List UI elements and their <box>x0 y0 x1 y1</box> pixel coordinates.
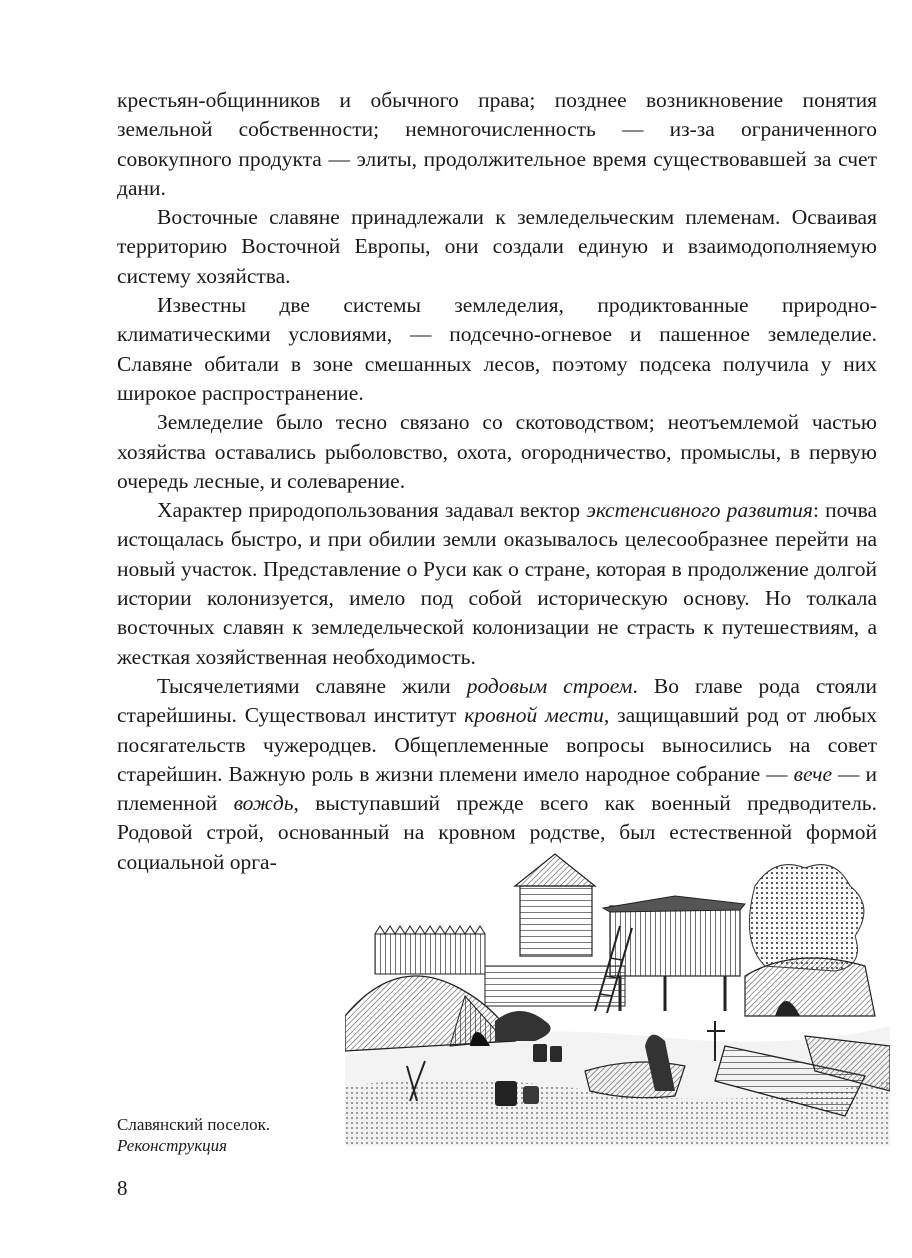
term-extensive-development: экстенсивного развития <box>586 498 813 523</box>
page-number: 8 <box>117 1176 128 1200</box>
paragraph-6: Тысячелетиями славяне жили родовым строем. Во главе рода стояли старейшины. Существовал институт кровной мести, защищавший род от любых посягательств чужеродцев. Общеплеменные вопросы выносились на совет старейшин. Важную роль в жизни племени имело народное собрание — вече — и племенной вождь, выступавший прежде всего как военный предводитель. Родовой строй, основанный на кровном родстве, был естественной формой социальной орга- <box>117 673 878 874</box>
slavic-settlement-illustration <box>345 846 890 1146</box>
paragraph-4: Земледелие было тесно связано со скотоводством; неотъемлемой частью хозяйства оставались рыболовство, охота, огородничество, промыслы, в первую очередь лесные, и солеварение. <box>117 410 877 493</box>
paragraph-1: крестьян-общинников и обычного права; позднее возникновение понятия земельной собственности; немногочисленность — из-за ограниченного совокупного продукта — элиты, продолжительное время существовавшей за счет дани. <box>117 88 877 200</box>
figure-caption <box>117 1114 337 1156</box>
paragraph-3: Известны две системы земледелия, продиктованные природно-климатическими условиями, — подсечно-огневое и пашенное земледелие. Славяне обитали в зоне смешанных лесов, поэтому подсека получила у них широкое распространение. <box>117 293 877 405</box>
body-text <box>117 86 877 877</box>
paragraph-2: Восточные славяне принадлежали к земледельческим племенам. Осваивая территорию Восточной Европы, они создали единую и взаимодополняемую систему хозяйства. <box>117 205 877 288</box>
term-clan-system: родовым строем <box>466 673 633 698</box>
caption-title: Славянский поселок. <box>117 1115 271 1134</box>
paragraph-5: Характер природопользования задавал вектор экстенсивного развития: почва истощалась быстро, и при обилии земли оказывалось целесообразнее перейти на новый участок. Представление о Руси как о стране, которая в продолжение долгой истории колонизуется, имело под собой историческую основу. Но толкала восточных славян к земледельческой колонизации не страсть к путешествиям, а жесткая хозяйственная необходимость. <box>117 498 878 669</box>
term-veche: вече <box>793 761 833 786</box>
caption-subtitle: Реконструкция <box>117 1136 228 1155</box>
term-blood-feud: кровной мести <box>464 703 604 728</box>
term-chief: вождь <box>233 791 294 816</box>
